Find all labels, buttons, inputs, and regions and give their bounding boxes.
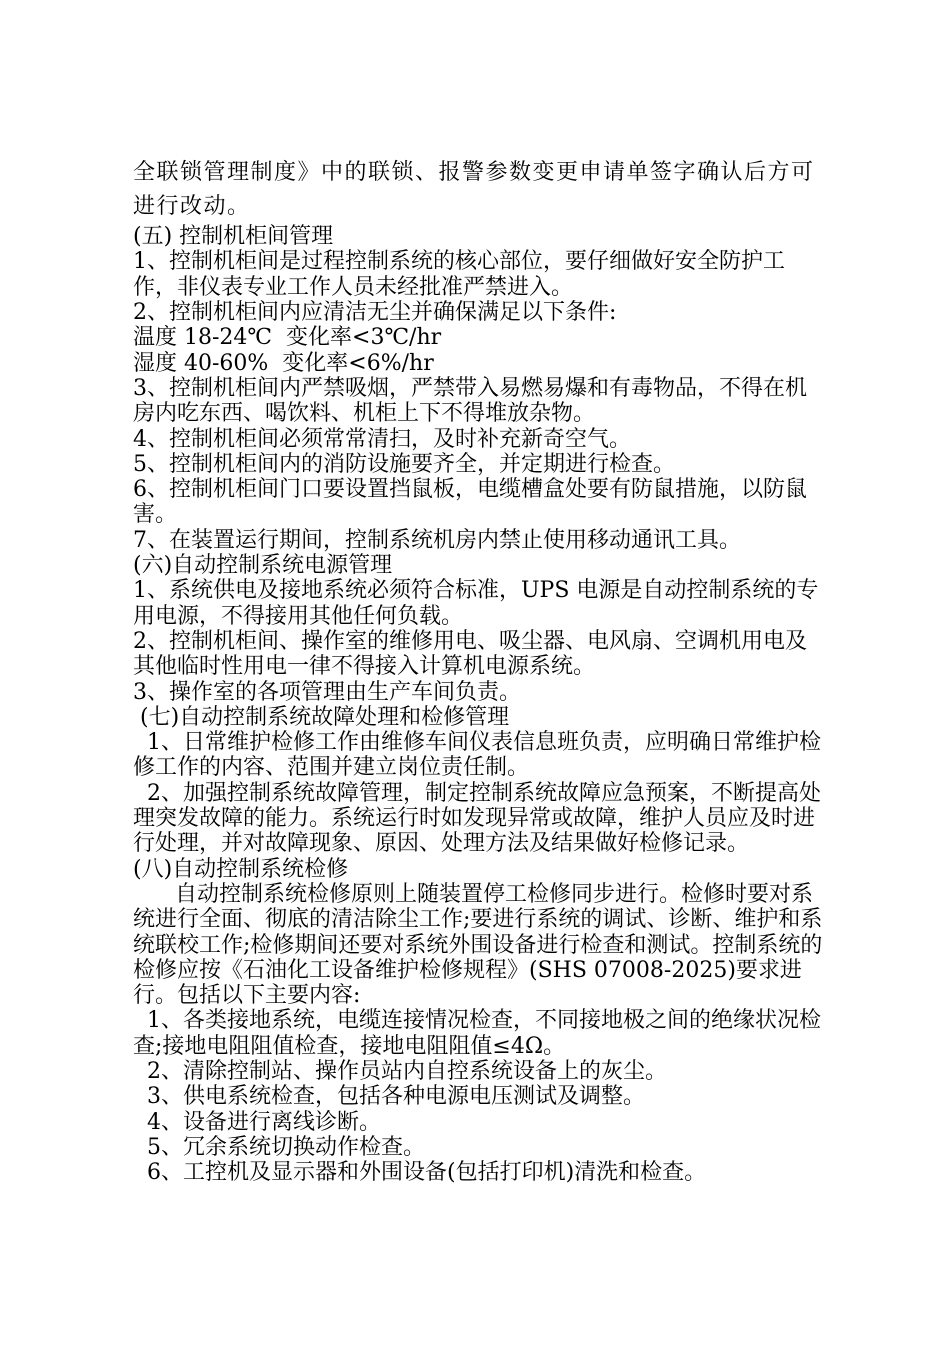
- paragraph: 2、加强控制系统故障管理，制定控制系统故障应急预案，不断提高处理突发故障的能力。系统运行时如发现异常或故障，维护人员应及时进行处理，并对故障现象、原因、处理方法及结果做好检修记录。: [133, 780, 821, 857]
- paragraph: 2、控制机柜间、操作室的维修用电、吸尘器、电风扇、空调机用电及其他临时性用电一律不得接入计算机电源系统。: [133, 628, 807, 680]
- paragraph: 3、控制机柜间内严禁吸烟，严禁带入易燃易爆和有毒物品，不得在机房内吃东西、喝饮料、机柜上下不得堆放杂物。: [133, 375, 807, 427]
- document-body: [133, 156, 823, 1185]
- list-item: 1、各类接地系统，电缆连接情况检查，不同接地极之间的绝缘状况检查;接地电阻阻值检查，接地电阻阻值≤4Ω。: [133, 1008, 821, 1059]
- paragraph-continuation: 全联锁管理制度》中的联锁、报警参数变更申请单签字确认后方可进行改动。: [133, 160, 815, 220]
- paragraph: 1、系统供电及接地系统必须符合标准，UPS 电源是自动控制系统的专用电源，不得接用其他任何负载。: [133, 578, 819, 629]
- paragraph: 2、控制机柜间内应清洁无尘并确保满足以下条件:: [133, 300, 617, 326]
- paragraph: 5、控制机柜间内的消防设施要齐全，并定期进行检查。: [133, 451, 675, 477]
- paragraph: 1、日常维护检修工作由维修车间仪表信息班负责，应明确日常维护检修工作的内容、范围并建立岗位责任制。: [133, 730, 821, 781]
- list-item: 6、工控机及显示器和外围设备(包括打印机)清洗和检查。: [133, 1160, 707, 1186]
- list-item: 2、清除控制站、操作员站内自控系统设备上的灰尘。: [133, 1058, 667, 1084]
- paragraph: 自动控制系统检修原则上随装置停工检修同步进行。检修时要对系统进行全面、彻底的清洁除尘工作;要进行系统的调试、诊断、维护和系统联校工作;检修期间还要对系统外围设备进行检查和测试。控制系统的检修应按《石油化工设备维护检修规程》(SHS 07008-2025)要求进行。包括以下主要内容:: [133, 881, 823, 1009]
- list-item: 3、供电系统检查，包括各种电源电压测试及调整。: [133, 1084, 645, 1110]
- section-heading-5: (五) 控制机柜间管理: [133, 224, 334, 250]
- paragraph: 7、在装置运行期间，控制系统机房内禁止使用移动通讯工具。: [133, 527, 741, 553]
- list-item: 4、设备进行离线诊断。: [133, 1109, 381, 1135]
- section-heading-6: (六)自动控制系统电源管理: [133, 553, 393, 579]
- paragraph: 湿度 40-60% 变化率<6%/hr: [133, 350, 434, 376]
- paragraph: 温度 18-24℃ 变化率<3℃/hr: [133, 325, 442, 351]
- list-item: 5、冗余系统切换动作检查。: [133, 1134, 425, 1160]
- paragraph: 1、控制机柜间是过程控制系统的核心部位，要仔细做好安全防护工作，非仪表专业工作人员未经批准严禁进入。: [133, 249, 785, 300]
- paragraph: 3、操作室的各项管理由生产车间负责。: [133, 679, 521, 705]
- paragraph: 6、控制机柜间门口要设置挡鼠板，电缆槽盒处要有防鼠措施，以防鼠害。: [133, 477, 807, 528]
- paragraph: 4、控制机柜间必须常常清扫，及时补充新奇空气。: [133, 426, 631, 452]
- section-heading-7: (七)自动控制系统故障处理和检修管理: [133, 704, 510, 730]
- section-heading-8: (八)自动控制系统检修: [133, 856, 349, 882]
